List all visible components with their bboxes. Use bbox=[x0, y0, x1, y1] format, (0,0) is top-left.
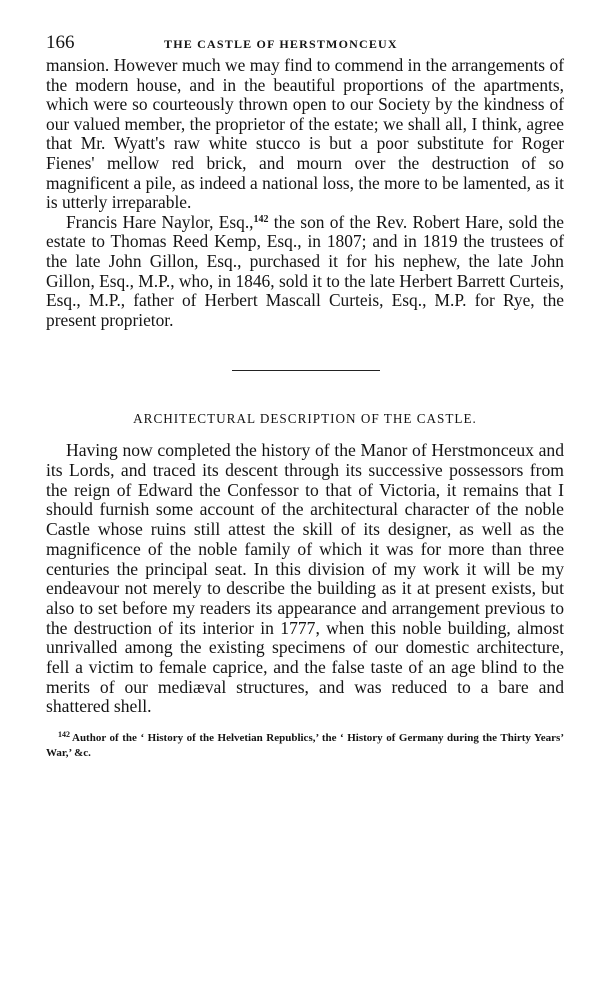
paragraph-naylor-start: Francis Hare Naylor, Esq., bbox=[66, 211, 254, 232]
section-heading: ARCHITECTURAL DESCRIPTION OF THE CASTLE. bbox=[133, 411, 477, 427]
paragraph-naylor bbox=[46, 213, 564, 331]
footnote-mark: 142 bbox=[58, 730, 70, 740]
page-number: 166 bbox=[46, 32, 75, 53]
section-divider bbox=[232, 370, 380, 371]
body-text-architectural bbox=[46, 441, 564, 717]
body-text bbox=[46, 56, 564, 330]
footnote-text: Author of the ‘ History of the Helvetian Republics,’ the ‘ History of Germany during the Thirty Years’ War,’ &c. bbox=[46, 732, 564, 760]
running-title: THE CASTLE OF HERSTMONCEUX bbox=[164, 37, 398, 51]
paragraph-naylor-rest: the son of the Rev. Robert Hare, sold the estate to Thomas Reed Kemp, Esq., in 1807; and in 1819 the trustees of the late John Gillon, Esq., purchased it for his nephew, the late John Gillon, Esq., M.P., who, in 1846, sold it to the late Herbert Barrett Curteis, Esq., M.P., father of Herbert Mascall Curteis, Esq., M.P. for Rye, the present proprietor. bbox=[46, 211, 565, 330]
footnote bbox=[46, 727, 564, 761]
footnote-reference: 142 bbox=[253, 213, 269, 225]
paragraph-mansion: mansion. However much we may find to commend in the arrangements of the modern house, and in the beautiful proportions of the apartments, which were so courteously thrown open to our Society by the kindness of our valued member, the proprietor of the estate; we shall all, I think, agree that Mr. Wyatt's raw white stucco is but a poor substitute for Roger Fienes' mellow red brick, and mourn over the destruction of so magnificent a pile, as indeed a national loss, the more to be lamented, as it is utterly irreparable. bbox=[46, 55, 564, 213]
running-head bbox=[46, 30, 564, 56]
paragraph-architectural: Having now completed the history of the Manor of Herstmonceux and its Lords, and traced its descent through its successive possessors from the reign of Edward the Confessor to that of Victoria, it remains that I should furnish some account of the architectural character of the noble Castle whose ruins still attest the skill of its designer, as well as the magnificence of the noble family of which it was for more than three centuries the principal seat. In this division of my work it will be my endeavour not merely to describe the building as it at present exists, but also to set before my readers its appearance and arrangement previous to the destruction of its interior in 1777, when this noble building, almost unrivalled among the existing specimens of our domestic architecture, fell a victim to female caprice, and the false taste of an age blind to the merits of our mediæval structures, and was reduced to a bare and shattered shell. bbox=[46, 440, 564, 717]
book-page bbox=[46, 30, 564, 761]
